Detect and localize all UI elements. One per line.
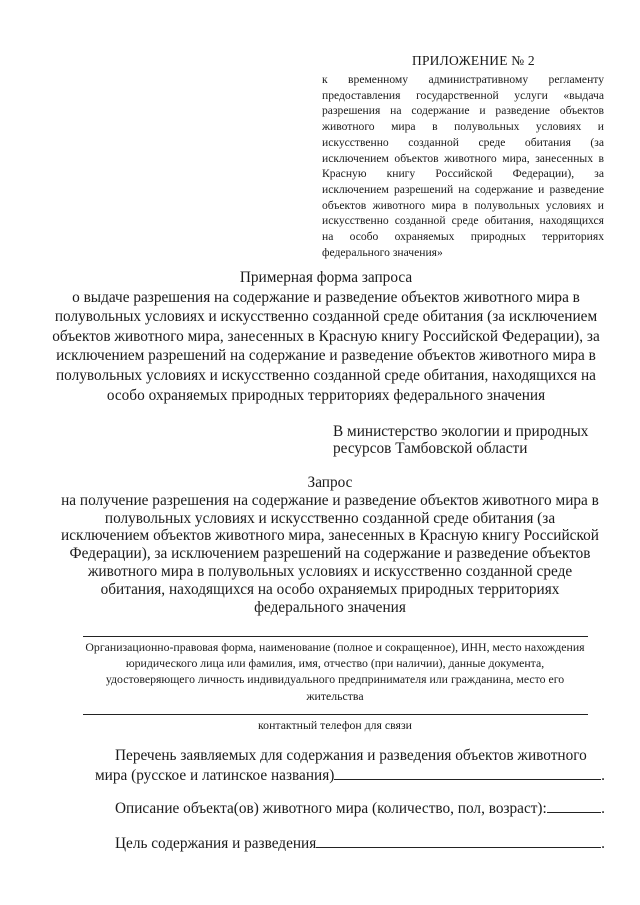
description-row: [115, 798, 605, 820]
purpose-label: Цель содержания и разведения: [115, 835, 317, 852]
species-label-line-1: Перечень заявляемых для содержания и разведения объектов животного: [115, 747, 587, 764]
applicant-note: Организационно-правовая форма, наименование (полное и сокращенное), ИНН, место нахождения юридического лица или фамилия, имя, отчество (при наличии), данные документа, удостоверяющего личность индивидуального предпринимателя или гражданина, место его жительства: [85, 640, 585, 703]
phone-input-line[interactable]: [83, 714, 588, 715]
description-input-line[interactable]: [547, 798, 601, 813]
addressee: [333, 424, 613, 457]
phone-note: контактный телефон для связи: [258, 718, 412, 732]
addressee-line-2: ресурсов Тамбовской области: [333, 439, 528, 457]
species-label-line-2: мира (русское и латинское названия): [95, 767, 335, 784]
species-row: [95, 765, 605, 787]
description-end-mark: .: [601, 800, 605, 817]
form-caption: [52, 268, 600, 405]
purpose-end-mark: .: [601, 835, 605, 852]
addressee-line-1: В министерство экологии и природных: [333, 423, 589, 440]
species-end-mark: .: [601, 767, 605, 784]
appendix-text: к временному административному регламенту предоставления государственной услуги «выдача разрешения на содержание и разведение объектов животного мира в полувольных условиях и искусственно созданной среде обитания (за исключением объектов животного мира, занесенных в Красную книгу Российской Федерации), за исключением разрешений на содержание и разведение объектов животного мира в полувольных условиях и искусственно созданной среде обитания, находящихся на особо охраняемых природных территориях федерального значения»: [322, 73, 604, 259]
species-input-line[interactable]: [334, 765, 601, 780]
form-caption-title: Примерная форма запроса: [239, 269, 413, 286]
request-text: на получение разрешения на содержание и разведение объектов животного мира в полувольных условиях и искусственно созданной среде обитания (за исключением объектов животного мира, занесенных в Красную книгу Российской Федерации), за исключением разрешений на содержание и разведение объектов животного мира в полувольных условиях и искусственно созданной среде обитания, находящихся на особо охраняемых природных территориях федерального значения: [61, 491, 599, 616]
appendix-title: ПРИЛОЖЕНИЕ № 2: [412, 53, 535, 68]
request-title: Запрос: [307, 474, 353, 491]
request-caption: [60, 474, 600, 616]
applicant-input-line[interactable]: [83, 636, 588, 637]
description-label: Описание объекта(ов) животного мира (количество, пол, возраст):: [115, 800, 547, 817]
form-caption-text: о выдаче разрешения на содержание и разведение объектов животного мира в полувольных условиях и искусственно созданной среде обитания (за исключением объектов животного мира, занесенных в Красную книгу Российской Федерации), за исключением разрешений на содержание и разведение объектов животного мира в полувольных условиях и искусственно созданной среде обитания, находящихся на особо охраняемых природных территориях федерального значения: [52, 288, 600, 404]
purpose-row: [115, 833, 605, 855]
purpose-input-line[interactable]: [316, 833, 601, 848]
